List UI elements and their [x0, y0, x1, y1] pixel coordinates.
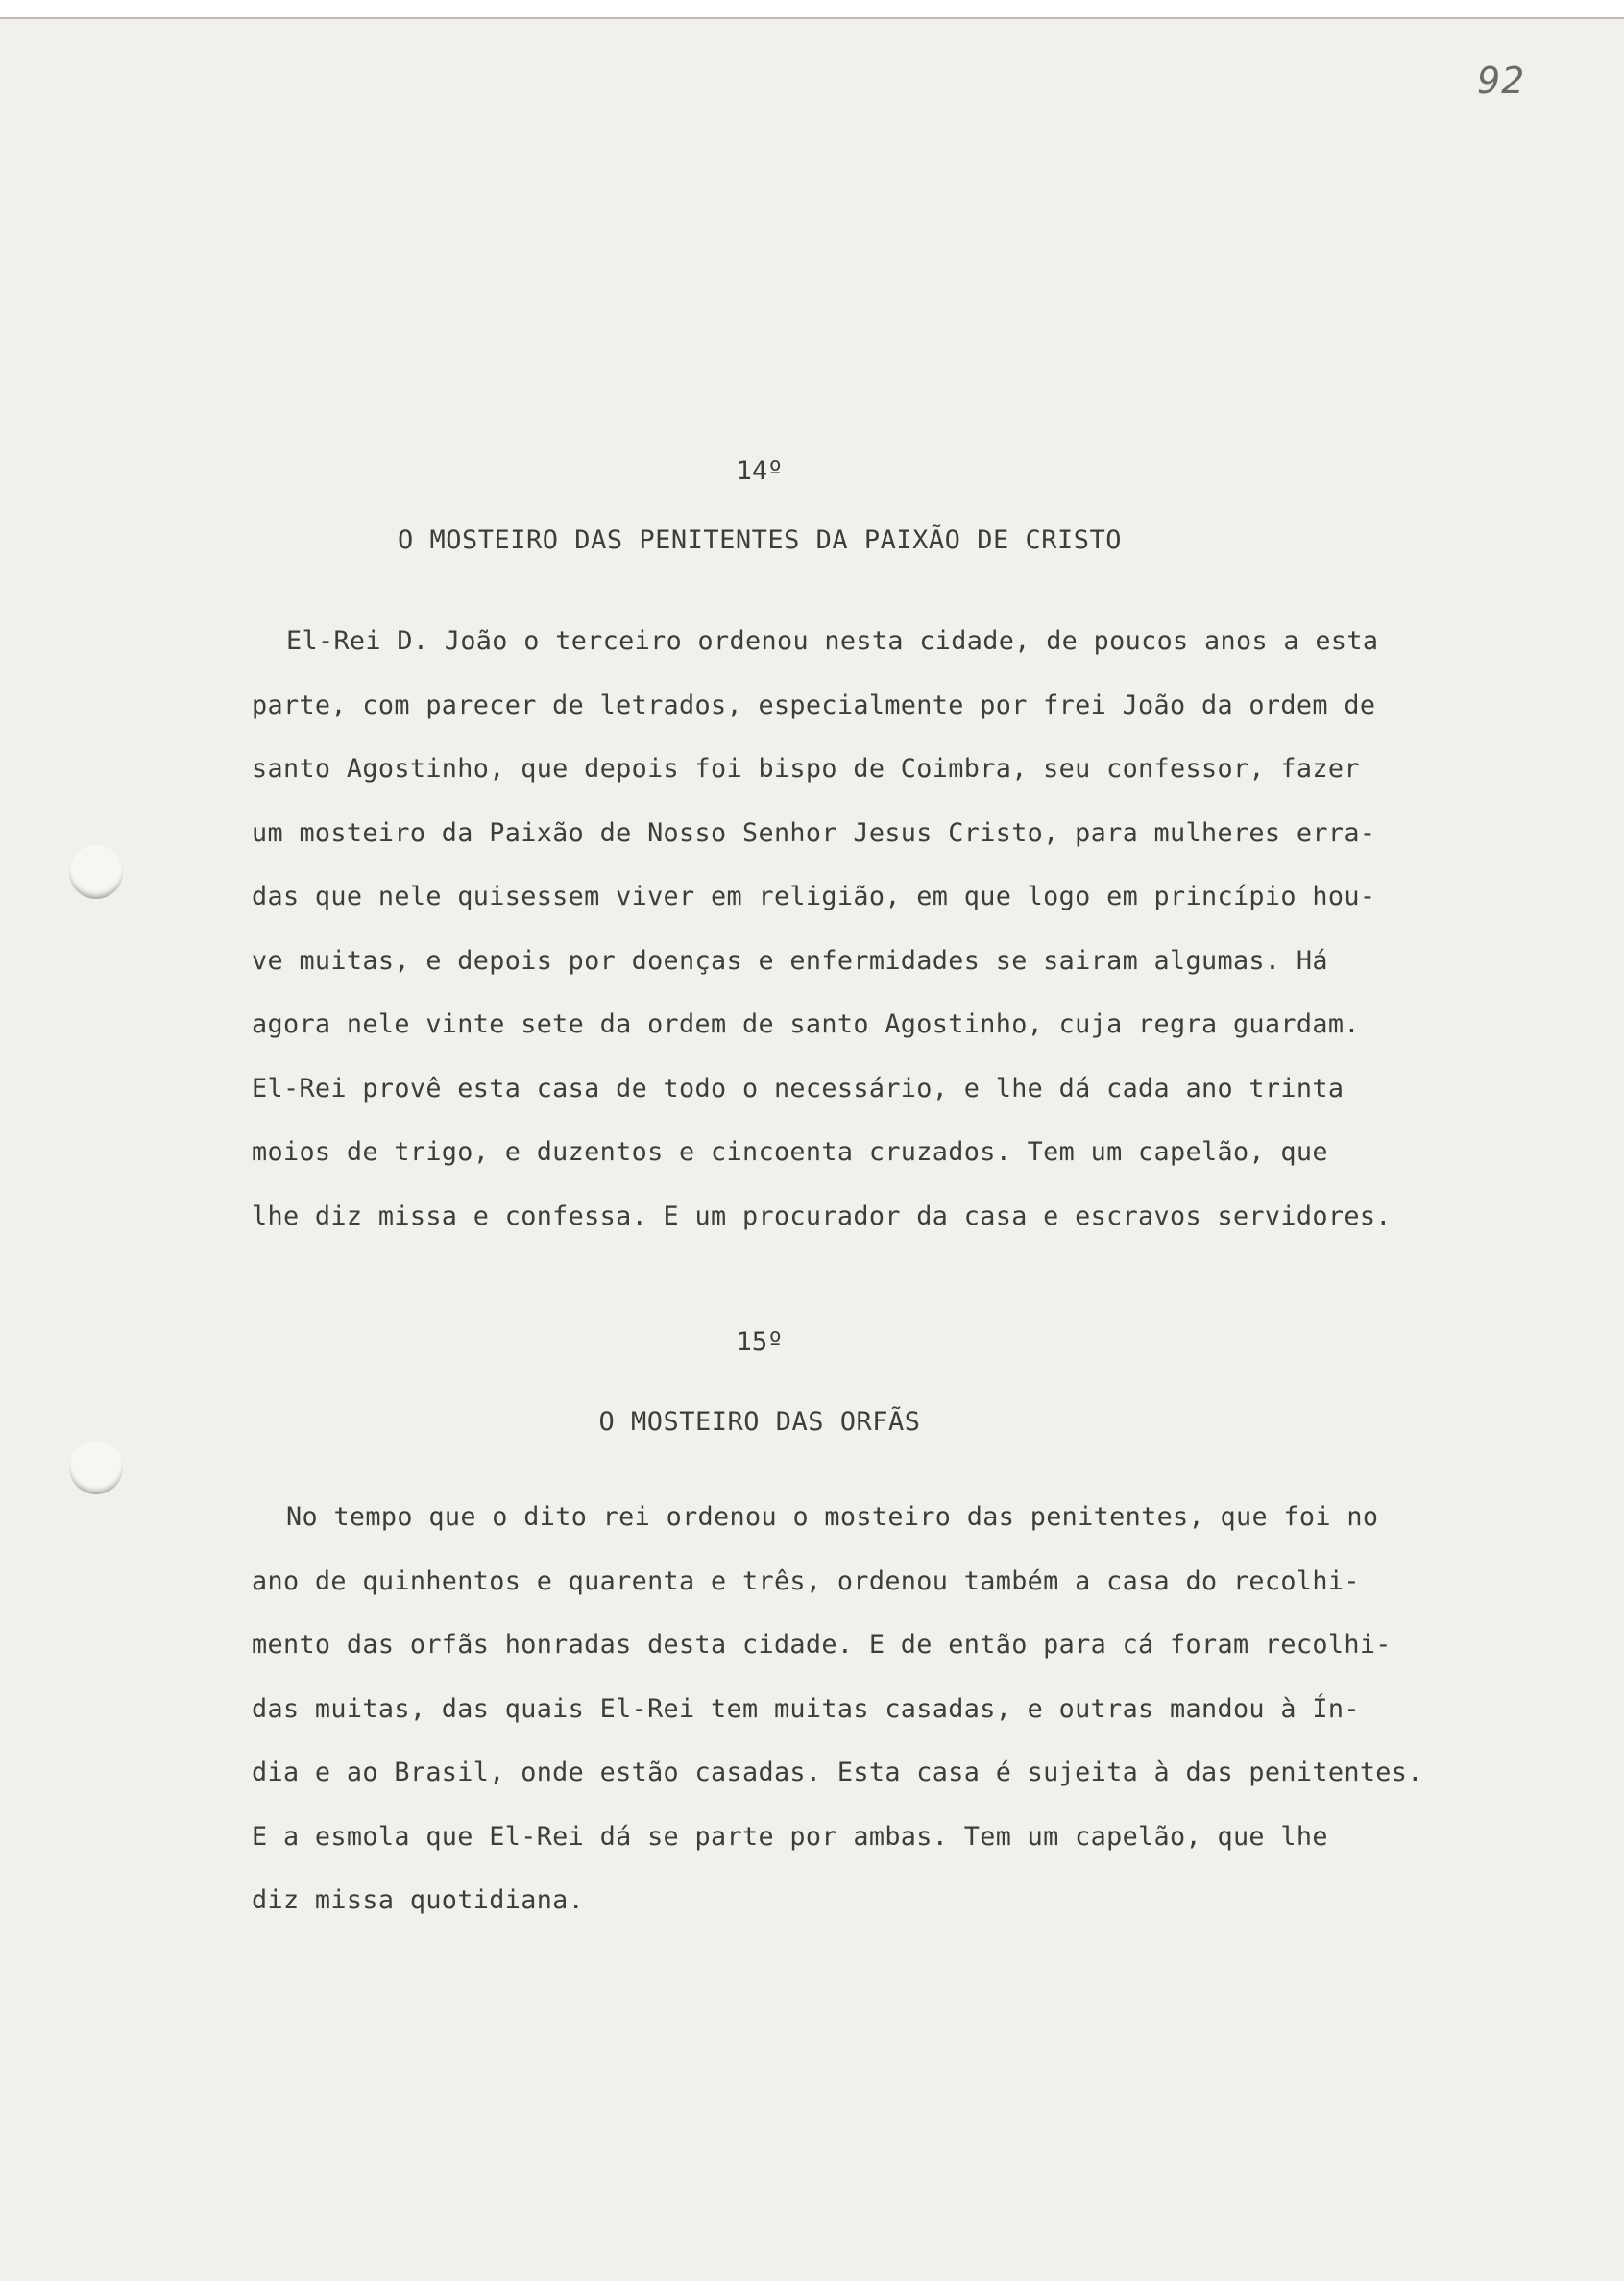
text-line: das que nele quisessem viver em religião, em que logo em princípio hou- — [252, 882, 1376, 911]
text-line: El-Rei provê esta casa de todo o necessário, e lhe dá cada ano trinta — [252, 1073, 1345, 1104]
document-page — [0, 17, 1624, 2281]
text-line: E a esmola que El-Rei dá se parte por ambas. Tem um capelão, que lhe — [252, 1821, 1328, 1852]
text-line: dia e ao Brasil, onde estão casadas. Esta casa é sujeita à das penitentes. — [252, 1758, 1423, 1787]
text-line: ve muitas, e depois por doenças e enfermidades se sairam algumas. Há — [252, 945, 1328, 976]
section-number: 14º — [736, 456, 784, 486]
text-line: lhe diz missa e confessa. E um procurador da casa e escravos servidores. — [252, 1201, 1392, 1231]
text-line: No tempo que o dito rei ordenou o mosteiro das penitentes, que foi no — [286, 1502, 1379, 1532]
text-line: ano de quinhentos e quarenta e três, ordenou também a casa do recolhi- — [252, 1565, 1360, 1596]
punch-hole — [69, 1441, 123, 1494]
text-line: um mosteiro da Paixão de Nosso Senhor Jesus Cristo, para mulheres erra- — [252, 817, 1376, 848]
text-line: El-Rei D. João o terceiro ordenou nesta cidade, de poucos anos a esta — [286, 626, 1379, 656]
section-paragraph — [252, 622, 1539, 1261]
punch-hole — [69, 845, 123, 899]
text-line: moios de trigo, e duzentos e cincoenta cruzados. Tem um capelão, que — [252, 1137, 1328, 1167]
text-line: das muitas, das quais El-Rei tem muitas casadas, e outras mandou à Ín- — [252, 1693, 1360, 1724]
page-number: 92 — [1477, 60, 1526, 102]
section-number: 15º — [736, 1327, 784, 1357]
text-line: mento das orfãs honradas desta cidade. E de então para cá foram recolhi- — [252, 1630, 1392, 1660]
text-line: santo Agostinho, que depois foi bispo de Coimbra, seu confessor, fazer — [252, 754, 1360, 784]
text-line: parte, com parecer de letrados, especialmente por frei João da ordem de — [252, 690, 1376, 720]
section-paragraph — [252, 1498, 1539, 1946]
text-line: diz missa quotidiana. — [252, 1885, 585, 1915]
text-line: agora nele vinte sete da ordem de santo Agostinho, cuja regra guardam. — [252, 1009, 1360, 1039]
section-title: O MOSTEIRO DAS ORFÃS — [598, 1407, 921, 1437]
section-title: O MOSTEIRO DAS PENITENTES DA PAIXÃO DE CRISTO — [398, 525, 1122, 555]
